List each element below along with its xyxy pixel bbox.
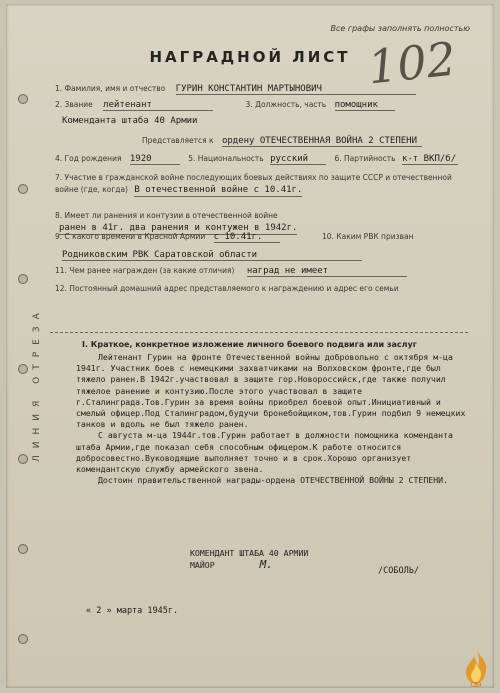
document-title: НАГРАДНОЙ ЛИСТ [149, 48, 351, 66]
field-presented [142, 136, 422, 147]
field-7 [55, 172, 465, 197]
field-11 [55, 266, 407, 277]
field-2-label: 2. Звание [55, 100, 93, 109]
binding-hole [18, 274, 28, 284]
field-3-label: 3. Должность, часть [245, 100, 327, 109]
field-3-value-cont: Коменданта штаба 40 Армии [62, 116, 198, 126]
narrative-paragraph: Лейтенант Гурин на фронте Отечественной войны добровольно с октября м-ца 1941г. Участник боев с немецкими захватчиками на Волховском фронте,где был тяжело ранен.В 1942г.участвовал в защите гор.Новороссийск,где также получил тяжелое ранение и контузию.После этого участвовал в защите г.Сталинграда.Тов.Гурин за время войны приобрел боевой опыт.Инициативный и смелый офицер.Под Сталинградом,будучи бронебойщиком,тов.Гурин подбил 9 немецких танков и вдоль не был тяжело ранен. [76, 352, 466, 430]
field-5-value: русский [270, 154, 326, 165]
field-1-value: ГУРИН КОНСТАНТИН МАРТЫНОВИЧ [176, 84, 416, 95]
binding-holes [18, 94, 28, 654]
field-presented-value: ордену ОТЕЧЕСТВЕННАЯ ВОЙНА 2 СТЕПЕНИ [222, 136, 422, 147]
field-7-value: В отечественной войне с 10.41г. [134, 185, 303, 195]
signature-rank [190, 559, 308, 571]
section-divider [50, 332, 468, 333]
logo-label: СДЭ [470, 682, 482, 687]
field-9-label: 9. С какого времени в Красной Армии [55, 232, 206, 241]
field-11-value: наград не имеет [247, 266, 407, 277]
signature-rank-text: МАЙОР [190, 560, 215, 570]
field-8-value: ранен в 41г. два ранения и контужен в 1942г. [59, 223, 298, 233]
field-5-label: 5. Национальность [188, 154, 264, 163]
binding-hole [18, 184, 28, 194]
field-3-cont [62, 116, 197, 126]
binding-hole [18, 94, 28, 104]
binding-hole [18, 544, 28, 554]
document-date: « 2 » марта 1945г. [86, 606, 179, 616]
field-10-value: Родниковским РВК Саратовской области [62, 250, 362, 261]
field-11-label: 11. Чем ранее награжден (за какие отличия) [55, 266, 235, 275]
narrative-paragraph: С августа м-ца 1944г.тов.Гурин работает в должности помощника коменданта штаба Армии,где показал себя способным офицером.К работе относится добросовестно.Вуководящие выполняет точно и в срок.Хорошо организует комендантскую службу армейского звена. [76, 430, 453, 475]
binding-hole [18, 364, 28, 374]
narrative-text [76, 352, 474, 486]
field-4-value: 1920 [130, 154, 180, 165]
binding-hole [18, 454, 28, 464]
field-6-label: 6. Партийность [334, 154, 396, 163]
field-presented-label: Представляется к [142, 136, 214, 145]
signature-block [190, 548, 308, 571]
cut-line-label: ЛИНИЯ ОТРЕЗА [32, 306, 42, 462]
field-2-value: лейтенант [103, 100, 213, 111]
field-12 [55, 284, 399, 293]
field-7-label: 7. Участие в гражданской войне последующих боевых действиях по защите СССР и отечественной войне (где, когда) [55, 173, 452, 194]
flame-logo-icon [460, 647, 492, 687]
field-3-value: помощник [335, 100, 395, 111]
field-1-label: 1. Фамилия, имя и отчество [55, 84, 166, 93]
section-title: I. Краткое, конкретное изложение личного боевого подвига или заслуг [82, 340, 417, 349]
field-4-6 [55, 154, 458, 165]
field-1 [55, 84, 416, 95]
field-9-10 [55, 232, 414, 243]
field-6-value: к-т ВКП/б/ [401, 154, 457, 164]
field-10-cont [62, 250, 362, 261]
field-12-label: 12. Постоянный домашний адрес представляемого к награждению и адрес его семьи [55, 284, 399, 293]
signature-mark: М. [259, 558, 273, 571]
fill-all-fields-note: Все графы заполнять полностью [330, 24, 470, 33]
signature-title: КОМЕНДАНТ ШТАБА 40 АРМИИ [190, 548, 309, 558]
field-9-value: с 10.41г. [214, 232, 280, 243]
field-2-3 [55, 100, 395, 111]
signatory-name: /СОБОЛЬ/ [378, 566, 419, 576]
binding-hole [18, 634, 28, 644]
field-4-label: 4. Год рождения [55, 154, 122, 163]
handwritten-number: 102 [365, 31, 459, 95]
field-8-label: 8. Имеет ли ранения и контузии в отечественной войне [55, 211, 278, 220]
field-10-label: 10. Каким РВК призван [322, 232, 414, 241]
narrative-paragraph: Достоин правительственной награды-ордена ОТЕЧЕСТВЕННОЙ ВОЙНЫ 2 СТЕПЕНИ. [98, 475, 448, 486]
